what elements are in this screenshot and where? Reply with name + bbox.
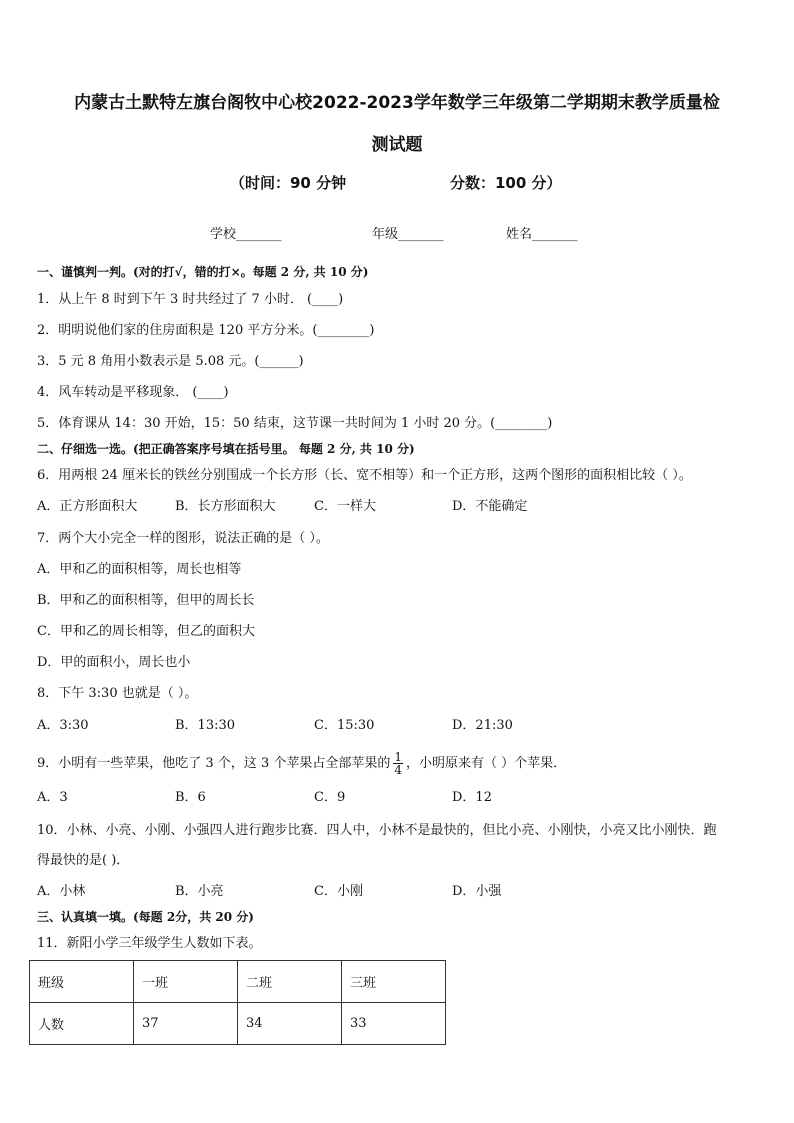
question-3: 3．5 元 8 角用小数表示是 5.08 元。(______) [37, 354, 304, 369]
q7-option-b: B．甲和乙的面积相等，但甲的周长长 [37, 593, 255, 608]
table-cell: 一班 [134, 961, 238, 1003]
table-row [30, 961, 446, 1003]
question-6: 6．用两根 24 厘米长的铁丝分别围成一个长方形（长、宽不相等）和一个正方形，这两个图形的面积相比较（ ）。 [37, 468, 692, 483]
q10-option-d: D．小强 [452, 884, 502, 899]
q9-fraction-numerator: 1 [394, 750, 402, 764]
page-title-line1: 内蒙古土默特左旗台阁牧中心校2022-2023学年数学三年级第二学期期末教学质量检 [74, 93, 720, 113]
question-4: 4．风车转动是平移现象． (____) [37, 385, 229, 400]
q9-text-before: 9．小明有一些苹果，他吃了 3 个，这 3 个苹果占全部苹果的 [37, 756, 391, 771]
q6-option-b: B．长方形面积大 [175, 499, 276, 514]
q7-option-c: C．甲和乙的周长相等，但乙的面积大 [37, 624, 255, 639]
q9-option-d: D．12 [452, 790, 492, 805]
q7-option-d: D．甲的面积小，周长也小 [37, 655, 191, 670]
section1-heading: 一、谨慎判一判。(对的打√，错的打×。每题 2 分, 共 10 分) [37, 265, 369, 279]
table-row [30, 1003, 446, 1045]
q8-option-b: B．13:30 [175, 718, 236, 733]
section3-heading: 三、认真填一填。(每题 2分，共 20 分) [37, 910, 254, 924]
question-11: 11．新阳小学三年级学生人数如下表。 [37, 936, 262, 951]
question-10-line2: 得最快的是( )． [37, 853, 130, 868]
table-cell: 三班 [342, 961, 446, 1003]
question-10-line1: 10．小林、小亮、小刚、小强四人进行跑步比赛．四人中，小林不是最快的，但比小亮、小刚快，小亮又比小刚快．跑 [37, 823, 717, 838]
q9-fraction-denominator: 4 [394, 763, 402, 777]
table-cell: 33 [342, 1003, 446, 1045]
q8-option-c: C．15:30 [314, 718, 375, 733]
question-1: 1．从上午 8 时到下午 3 时共经过了 7 小时． (____) [37, 292, 344, 307]
q8-option-d: D．21:30 [452, 718, 513, 733]
grade-field: 年级_______ [372, 227, 444, 242]
page-title-line2: 测试题 [371, 135, 423, 155]
q9-option-a: A．3 [37, 790, 68, 805]
question-9 [37, 751, 566, 777]
table-cell: 班级 [30, 961, 134, 1003]
school-field: 学校_______ [210, 227, 282, 242]
q7-option-a: A．甲和乙的面积相等，周长也相等 [37, 562, 242, 577]
q9-option-c: C．9 [314, 790, 346, 805]
q10-option-b: B．小亮 [175, 884, 224, 899]
q9-fraction [393, 751, 403, 776]
section2-heading: 二、仔细选一选。(把正确答案序号填在括号里。 每题 2 分, 共 10 分) [37, 442, 415, 456]
q10-option-c: C．小刚 [314, 884, 363, 899]
table-cell: 37 [134, 1003, 238, 1045]
table-cell: 二班 [238, 961, 342, 1003]
question-2: 2．明明说他们家的住房面积是 120 平方分米。(________) [37, 323, 375, 338]
table-cell: 人数 [30, 1003, 134, 1045]
q9-option-b: B．6 [175, 790, 206, 805]
exam-score: 分数：100 分） [450, 174, 562, 192]
question-7: 7．两个大小完全一样的图形，说法正确的是（ ）。 [37, 531, 329, 546]
table-cell: 34 [238, 1003, 342, 1045]
q6-option-c: C．一样大 [314, 499, 376, 514]
name-field: 姓名_______ [506, 227, 578, 242]
exam-time: （时间：90 分钟 [230, 174, 347, 192]
q6-option-d: D．不能确定 [452, 499, 528, 514]
q9-text-after: ，小明原来有（ ）个苹果． [405, 756, 567, 771]
question-5: 5．体育课从 14：30 开始，15：50 结束，这节课一共时间为 1 小时 20 分。(________) [37, 416, 553, 431]
question-8: 8．下午 3:30 也就是（ ）。 [37, 686, 198, 701]
class-student-table [29, 960, 446, 1045]
q10-option-a: A．小林 [37, 884, 86, 899]
q6-option-a: A．正方形面积大 [37, 499, 138, 514]
q8-option-a: A．3:30 [37, 718, 89, 733]
